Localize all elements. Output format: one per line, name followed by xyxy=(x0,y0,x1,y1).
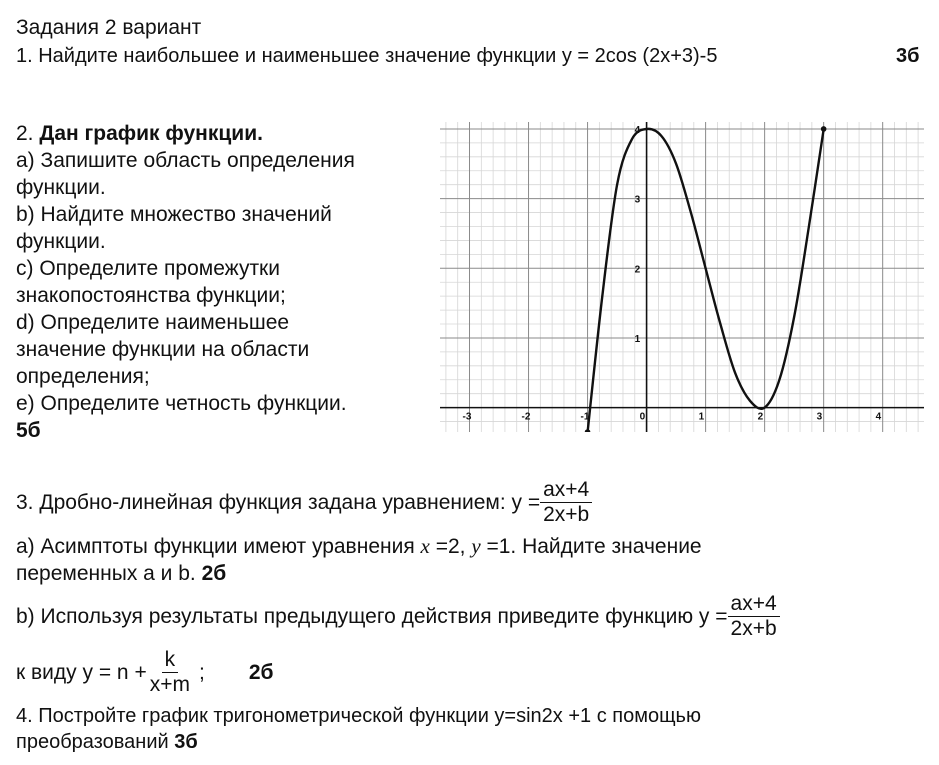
task4-line2-text: преобразований xyxy=(16,731,175,753)
task3-c-text: к виду у = n + xyxy=(16,660,147,684)
task2-line: b) Найдите множество значений xyxy=(16,203,332,226)
fraction-denominator: x+m xyxy=(149,672,190,696)
task4-points: 3б xyxy=(174,731,198,753)
curve-end-point xyxy=(821,126,827,132)
task2-line: c) Определите промежутки xyxy=(16,257,280,280)
task2-heading-text: Дан график функции. xyxy=(39,122,263,145)
task1-points: 3б xyxy=(896,45,920,67)
task3-a-line2 xyxy=(16,560,226,587)
task3-a-mid: =2, xyxy=(429,535,472,558)
x-tick-label: 0 xyxy=(639,411,646,423)
x-tick-label: 1 xyxy=(698,411,705,423)
task3-c-fraction xyxy=(147,648,193,697)
task2-line: e) Определите четность функции. xyxy=(16,392,347,415)
task3-c-points: 2б xyxy=(248,660,274,684)
task2-line: значение функции на области xyxy=(16,338,310,361)
task3-a-text2: =1. Найдите значение xyxy=(480,535,702,558)
task3-a-line2-text: переменных a и b. xyxy=(16,562,202,585)
task3-b xyxy=(16,590,780,642)
fraction-numerator: ax+4 xyxy=(540,478,592,503)
task3-c-tail: ; xyxy=(198,660,205,684)
page-title: Задания 2 вариант xyxy=(16,16,202,39)
y-tick-label: 2 xyxy=(634,264,641,276)
task3-c xyxy=(16,646,273,698)
x-tick-label: -1 xyxy=(580,411,590,423)
task4-line1: 4. Постройте график тригонометрической функции у=sin2x +1 с помощью xyxy=(16,705,701,727)
task3-intro xyxy=(16,476,592,528)
task1-text: 1. Найдите наибольшее и наименьшее значение функции у = 2cos (2x+3)-5 xyxy=(16,45,718,67)
y-tick-label: 4 xyxy=(634,124,641,136)
x-tick-label: -3 xyxy=(462,411,472,423)
task3-fraction xyxy=(540,478,592,527)
task2-line: d) Определите наименьшее xyxy=(16,311,290,334)
task3-a-text: а) Асимптоты функции имеют уравнения xyxy=(16,535,421,558)
y-tick-label: 3 xyxy=(634,194,641,206)
task2-line: определения; xyxy=(16,365,150,388)
task2-heading xyxy=(16,120,263,147)
task2-list xyxy=(16,147,355,444)
x-tick-label: 4 xyxy=(875,411,882,423)
var-x: x xyxy=(420,534,430,558)
task3-b-fraction xyxy=(728,592,780,641)
x-tick-label: 3 xyxy=(816,411,823,423)
fraction-numerator: k xyxy=(162,648,179,673)
task2-heading-number: 2. xyxy=(16,122,40,145)
fraction-denominator: 2x+b xyxy=(730,616,777,640)
task3-b-text: b) Используя результаты предыдущего действия приведите функцию у = xyxy=(16,604,728,628)
y-tick-label: 1 xyxy=(634,333,641,345)
task2-points: 5б xyxy=(16,419,41,442)
x-tick-label: 2 xyxy=(757,411,764,423)
curve-start-point xyxy=(585,429,591,432)
task3-intro-text: 3. Дробно-линейная функция задана уравнением: у = xyxy=(16,490,541,514)
task2-line: функции. xyxy=(16,230,106,253)
task3-a-points: 2б xyxy=(201,562,227,585)
task4-line2 xyxy=(16,729,198,755)
x-tick-label: -2 xyxy=(521,411,531,423)
fraction-numerator: ax+4 xyxy=(728,592,780,617)
function-graph xyxy=(440,122,924,432)
task2-line: знакопостоянства функции; xyxy=(16,284,286,307)
task2-line: а) Запишите область определения xyxy=(16,149,355,172)
task3-a-line1 xyxy=(16,533,702,560)
fraction-denominator: 2x+b xyxy=(543,502,590,526)
task2-line: функции. xyxy=(16,176,106,199)
var-y: y xyxy=(471,534,481,558)
